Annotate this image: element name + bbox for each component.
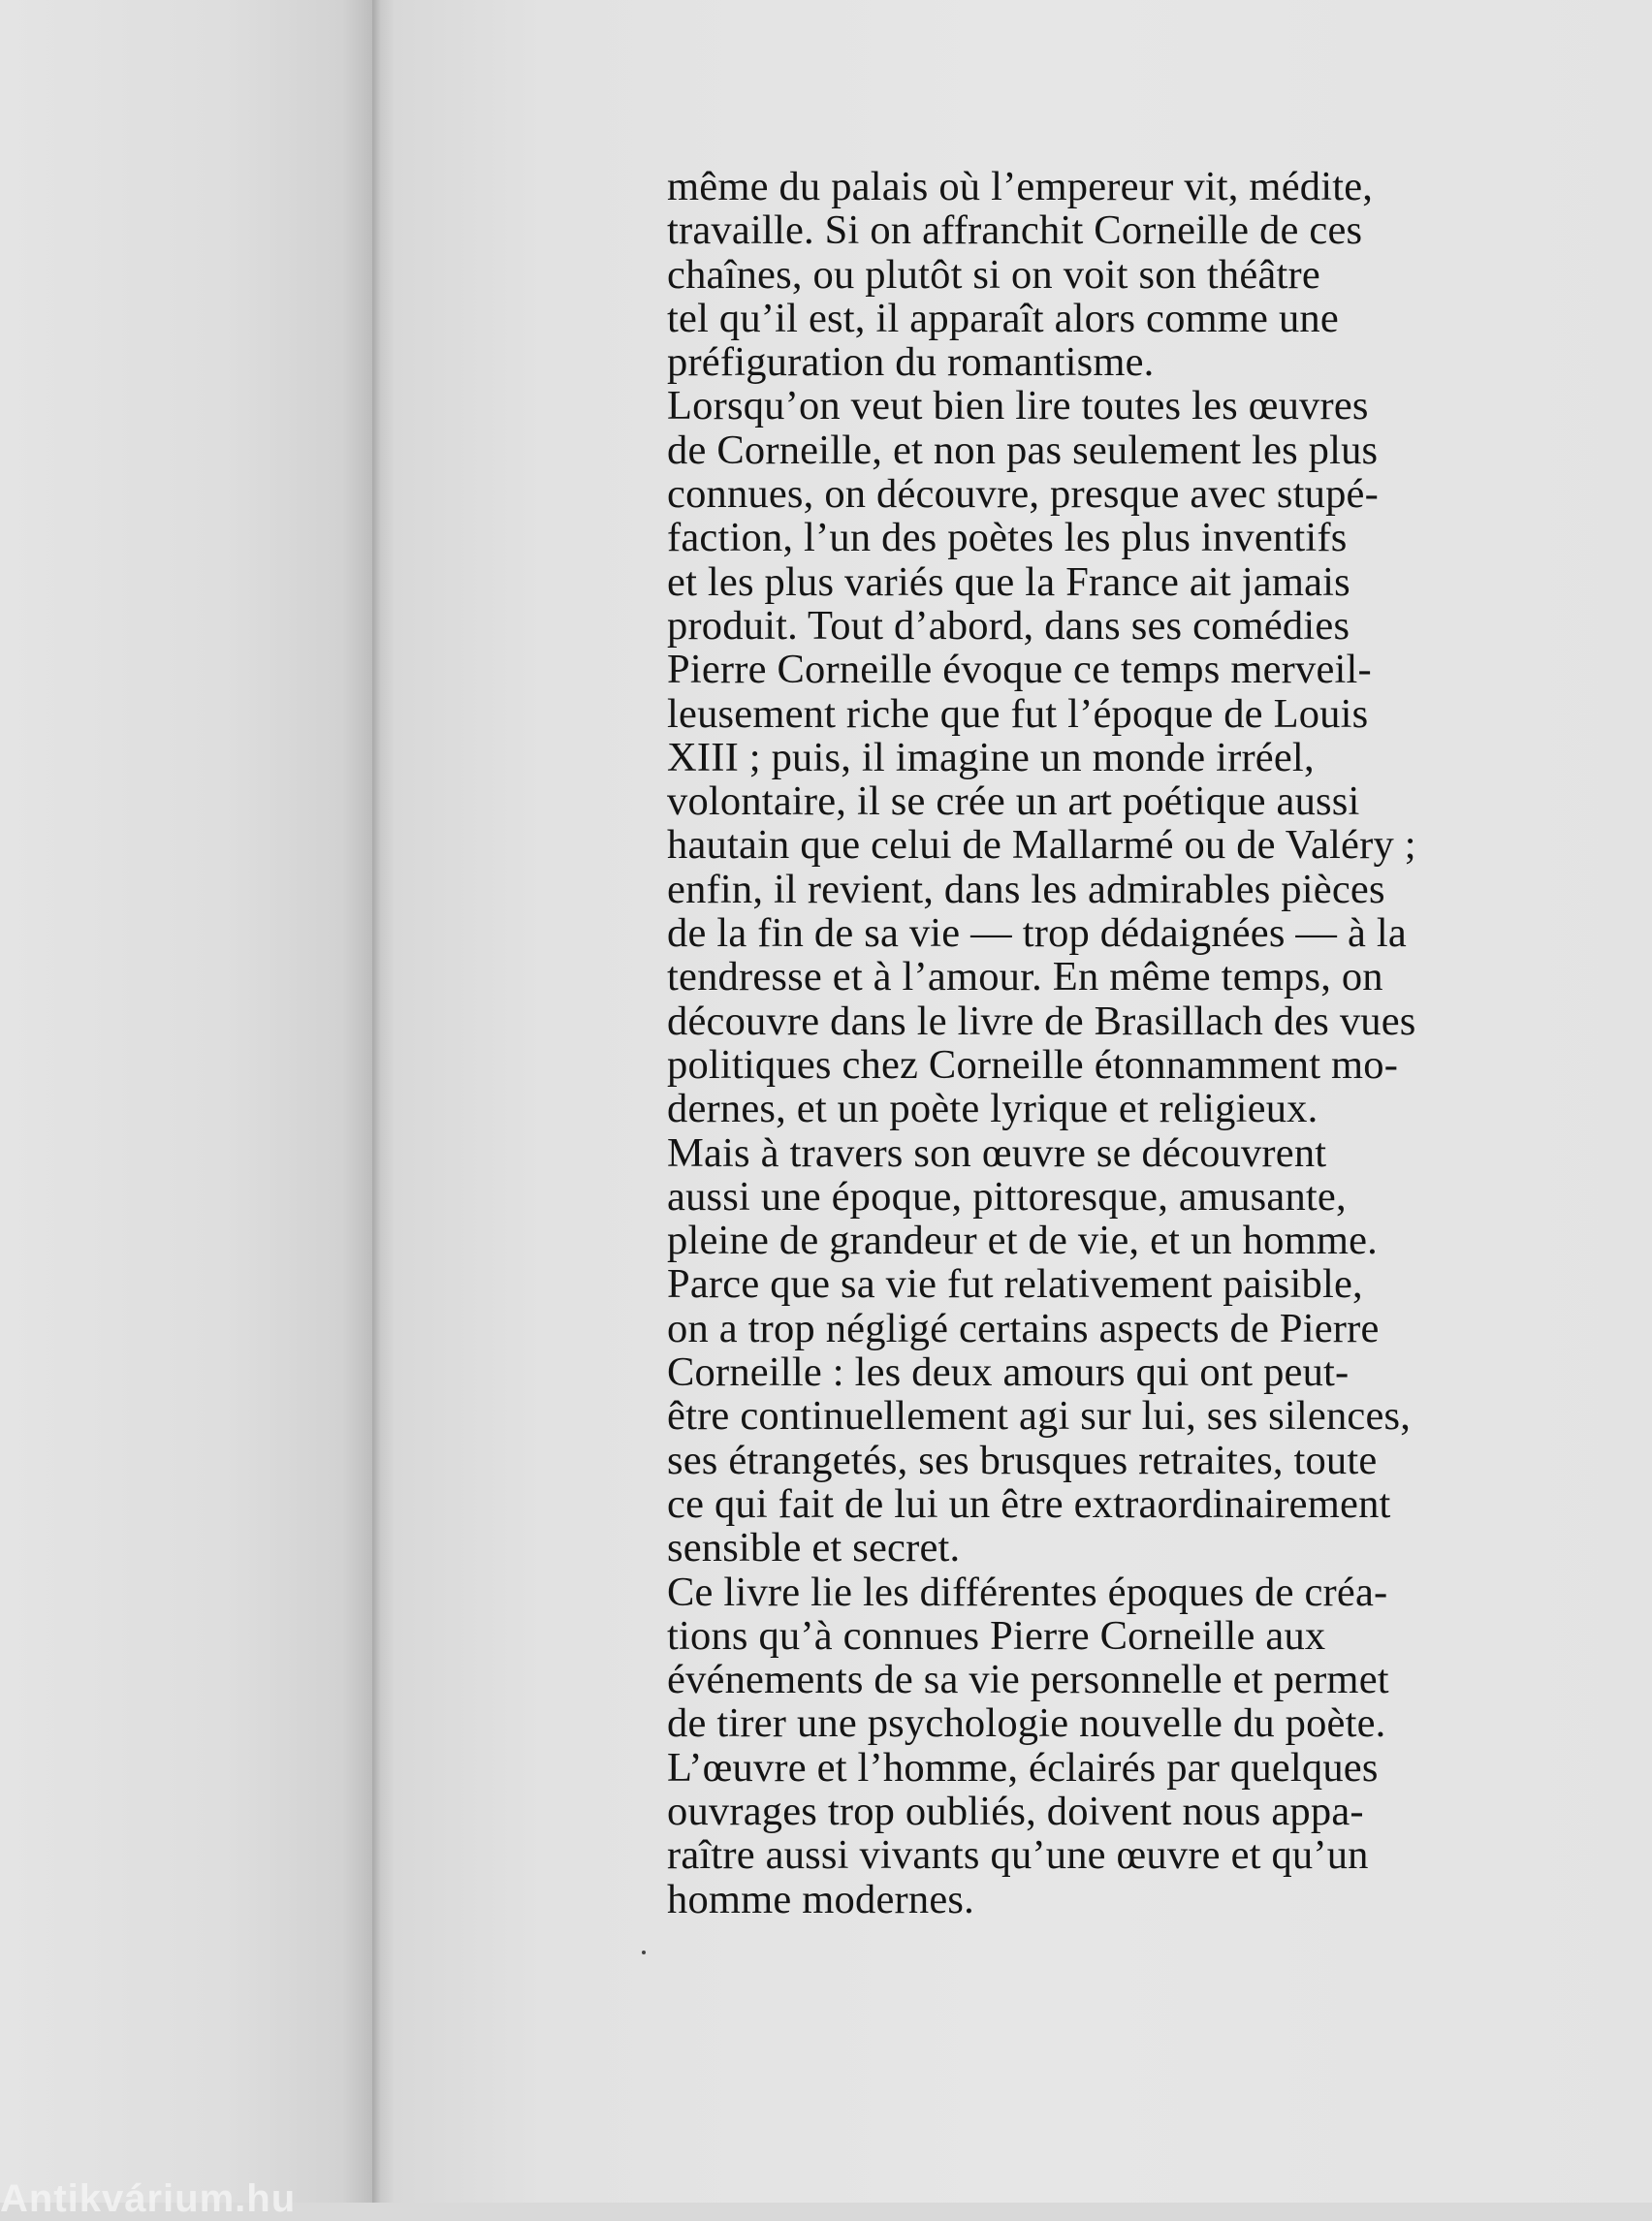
paragraph-4: Ce livre lie les différentes époques de créa- tions qu’à connues Pierre Corneille aux événements de sa vie personnelle et permet de tirer une psychologie nouvelle du poète. L’œuvre et l’homme, éclairés par quelques ouvrages trop oubliés, doivent nous appa- raître aussi vivants qu’une œuvre et qu’un homme modernes. <box>667 1569 1389 1922</box>
watermark: Antikvárium.hu <box>0 2177 297 2220</box>
paragraph-2: Lorsqu’on veut bien lire toutes les œuvres de Corneille, et non pas seulement les plus connues, on découvre, presque avec stupé- faction, l’un des poètes les plus inventifs et les plus variés que la France ait jamais produit. Tout d’abord, dans ses comédies Pierre Corneille évoque ce temps merveil- leusement riche que fut l’époque de Louis XIII ; puis, il imagine un monde irréel, volontaire, il se crée un art poétique aussi hautain que celui de Mallarmé ou de Valéry ; enfin, il revient, dans les admirables pièces de la fin de sa vie — trop dédaignées — à la tendresse et à l’amour. En même temps, on découvre dans le livre de Brasillach des vues politiques chez Corneille étonnamment mo- dernes, et un poète lyrique et religieux. <box>667 383 1416 1132</box>
paper-speck <box>642 1951 646 1954</box>
paragraph-1: même du palais où l’empereur vit, médite, travaille. Si on affranchit Corneille de ces chaînes, ou plutôt si on voit son théâtre tel qu’il est, il apparaît alors comme une préfiguration du romantisme. <box>667 164 1374 386</box>
book-spine <box>372 0 394 2203</box>
body-text <box>667 165 1528 1921</box>
paragraph-3: Mais à travers son œuvre se découvrent aussi une époque, pittoresque, amusante, pleine de grandeur et de vie, et un homme. Parce que sa vie fut relativement paisible, on a trop négligé certains aspects de Pierre Corneille : les deux amours qui ont peut- être continuellement agi sur lui, ses silences, ses étrangetés, ses brusques retraites, toute ce qui fait de lui un être extraordinairement sensible et secret. <box>667 1129 1412 1571</box>
left-page <box>0 0 372 2203</box>
